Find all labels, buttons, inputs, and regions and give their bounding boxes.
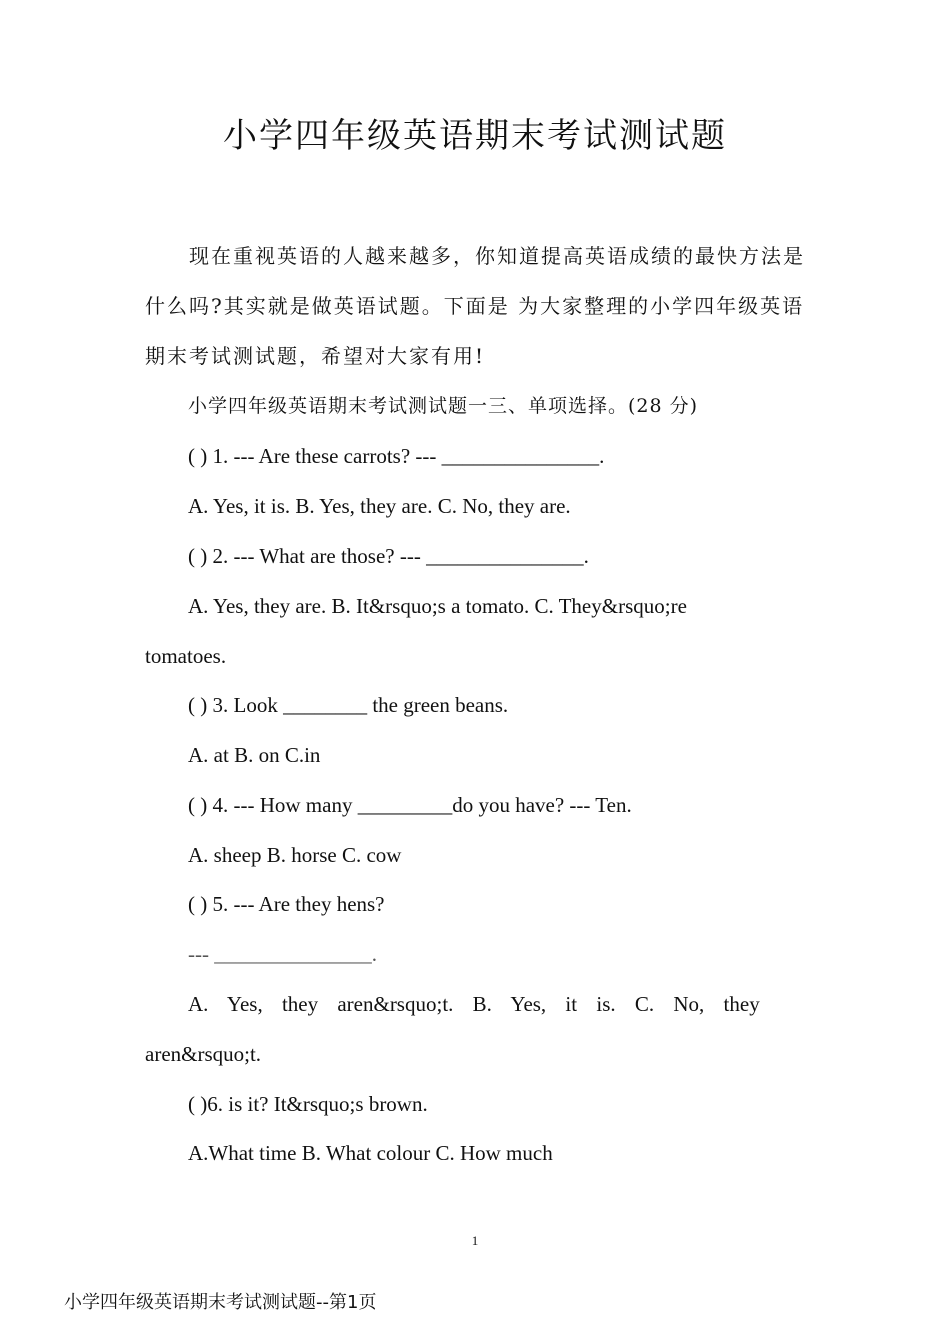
intro-paragraph bbox=[145, 231, 810, 381]
question-5-options-text: A. Yes, they aren&rsquo;t. B. Yes, it is. C. No, they bbox=[188, 992, 760, 1016]
question-6: ( )6. is it? It&rsquo;s brown. bbox=[188, 1092, 428, 1116]
question-4-options: A. sheep B. horse C. cow bbox=[188, 843, 402, 867]
question-2: ( ) 2. --- What are those? --- _______________. bbox=[188, 544, 589, 568]
document-title: 小学四年级英语期末考试测试题 bbox=[223, 116, 727, 156]
question-6-options: A.What time B. What colour C. How much bbox=[188, 1141, 553, 1165]
question-1: ( ) 1. --- Are these carrots? --- _______________. bbox=[188, 444, 605, 468]
question-2-options: A. Yes, they are. B. It&rsquo;s a tomato. C. They&rsquo;re bbox=[188, 594, 687, 618]
page-number: 1 bbox=[471, 1233, 479, 1248]
section-heading: 小学四年级英语期末考试测试题一三、单项选择。(28 分) bbox=[188, 395, 699, 417]
page-footer: 小学四年级英语期末考试测试题--第1页 bbox=[64, 1292, 377, 1313]
question-5-options bbox=[188, 989, 798, 1019]
question-5-answer-blank: --- _______________. bbox=[188, 942, 377, 966]
question-3: ( ) 3. Look ________ the green beans. bbox=[188, 693, 509, 717]
question-1-options: A. Yes, it is. B. Yes, they are. C. No, they are. bbox=[188, 494, 571, 518]
intro-text: 现在重视英语的人越来越多，你知道提高英语成绩的最快方法是什么吗?其实就是做英语试题。下面是 为大家整理的小学四年级英语期末考试测试题，希望对大家有用! bbox=[145, 244, 805, 368]
question-4: ( ) 4. --- How many _________do you have? --- Ten. bbox=[188, 793, 632, 817]
question-3-options: A. at B. on C.in bbox=[188, 743, 321, 767]
question-5-options-continued: aren&rsquo;t. bbox=[145, 1042, 262, 1066]
question-5: ( ) 5. --- Are they hens? bbox=[188, 892, 385, 916]
question-2-options-continued: tomatoes. bbox=[145, 644, 227, 668]
